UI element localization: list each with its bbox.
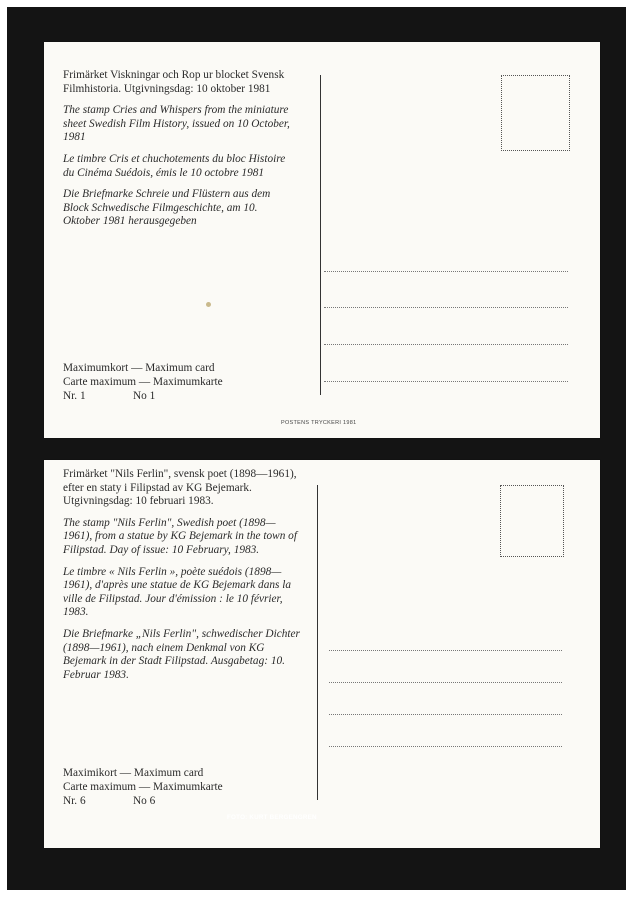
card-number-row	[63, 795, 223, 809]
card-type-line-2: Carte maximum — Maximumkarte	[63, 375, 223, 388]
card-description	[63, 468, 301, 690]
card-type-line-1: Maximikort — Maximum card	[63, 767, 204, 779]
photo-credit: FOTO: KURT BERGENGREN	[227, 814, 317, 821]
description-swedish: Frimärket Viskningar och Rop ur blocket Svensk Filmhistoria. Utgivningsdag: 10 oktober 1981	[63, 69, 285, 95]
description-english: The stamp "Nils Ferlin", Swedish poet (1898—1961), from a statue by KG Bejemark in the town of Filipstad. Day of issue: 10 February, 1983.	[63, 516, 297, 556]
stamp-placeholder-box	[501, 75, 570, 151]
card-type-line-2: Carte maximum — Maximumkarte	[63, 780, 223, 793]
card-number-swedish: Nr. 6	[63, 794, 86, 807]
card-number-international: No 6	[133, 794, 156, 807]
description-swedish: Frimärket "Nils Ferlin", svensk poet (1898—1961), efter en staty i Filipstad av KG Bejemark. Utgivningsdag: 10 februari 1983.	[63, 468, 297, 508]
address-line	[329, 746, 562, 747]
card-identification	[63, 767, 223, 808]
description-german: Die Briefmarke „Nils Ferlin", schwedischer Dichter (1898—1961), nach einem Denkmal von KG Bejemark in der Stadt Filipstad. Ausgabetag: 10. Februar 1983.	[63, 627, 300, 681]
card-number-row	[63, 390, 223, 404]
address-line	[324, 271, 568, 272]
address-line	[329, 650, 562, 651]
description-english: The stamp Cries and Whispers from the miniature sheet Swedish Film History, issued on 10 October, 1981	[63, 104, 290, 144]
address-line	[329, 682, 562, 683]
address-line	[324, 307, 568, 308]
card-type-line-1: Maximumkort — Maximum card	[63, 362, 215, 374]
postcard-maximum-card-1	[44, 42, 600, 438]
vertical-divider-line	[317, 485, 318, 800]
description-german: Die Briefmarke Schreie und Flüstern aus dem Block Schwedische Filmgeschichte, am 10. Oktober 1981 herausgegeben	[63, 188, 271, 228]
card-number-swedish: Nr. 1	[63, 389, 86, 402]
printer-imprint: POSTENS TRYCKERI 1981	[281, 420, 357, 426]
card-identification	[63, 362, 223, 403]
description-french: Le timbre « Nils Ferlin », poète suédois (1898—1961), d'après une statue de KG Bejemark dans la ville de Filipstad. Jour d'émission : le 10 février, 1983.	[63, 565, 292, 619]
paper-spot-mark	[206, 302, 211, 307]
description-french: Le timbre Cris et chuchotements du bloc Histoire du Cinéma Suédois, émis le 10 octobre 1981	[63, 152, 286, 179]
stamp-placeholder-box	[500, 485, 564, 557]
postcard-maximum-card-2	[44, 460, 600, 848]
card-number-international: No 1	[133, 389, 156, 402]
address-line	[324, 344, 568, 345]
address-line	[324, 381, 568, 382]
address-line	[329, 714, 562, 715]
card-description	[63, 69, 295, 237]
vertical-divider-line	[320, 75, 321, 395]
